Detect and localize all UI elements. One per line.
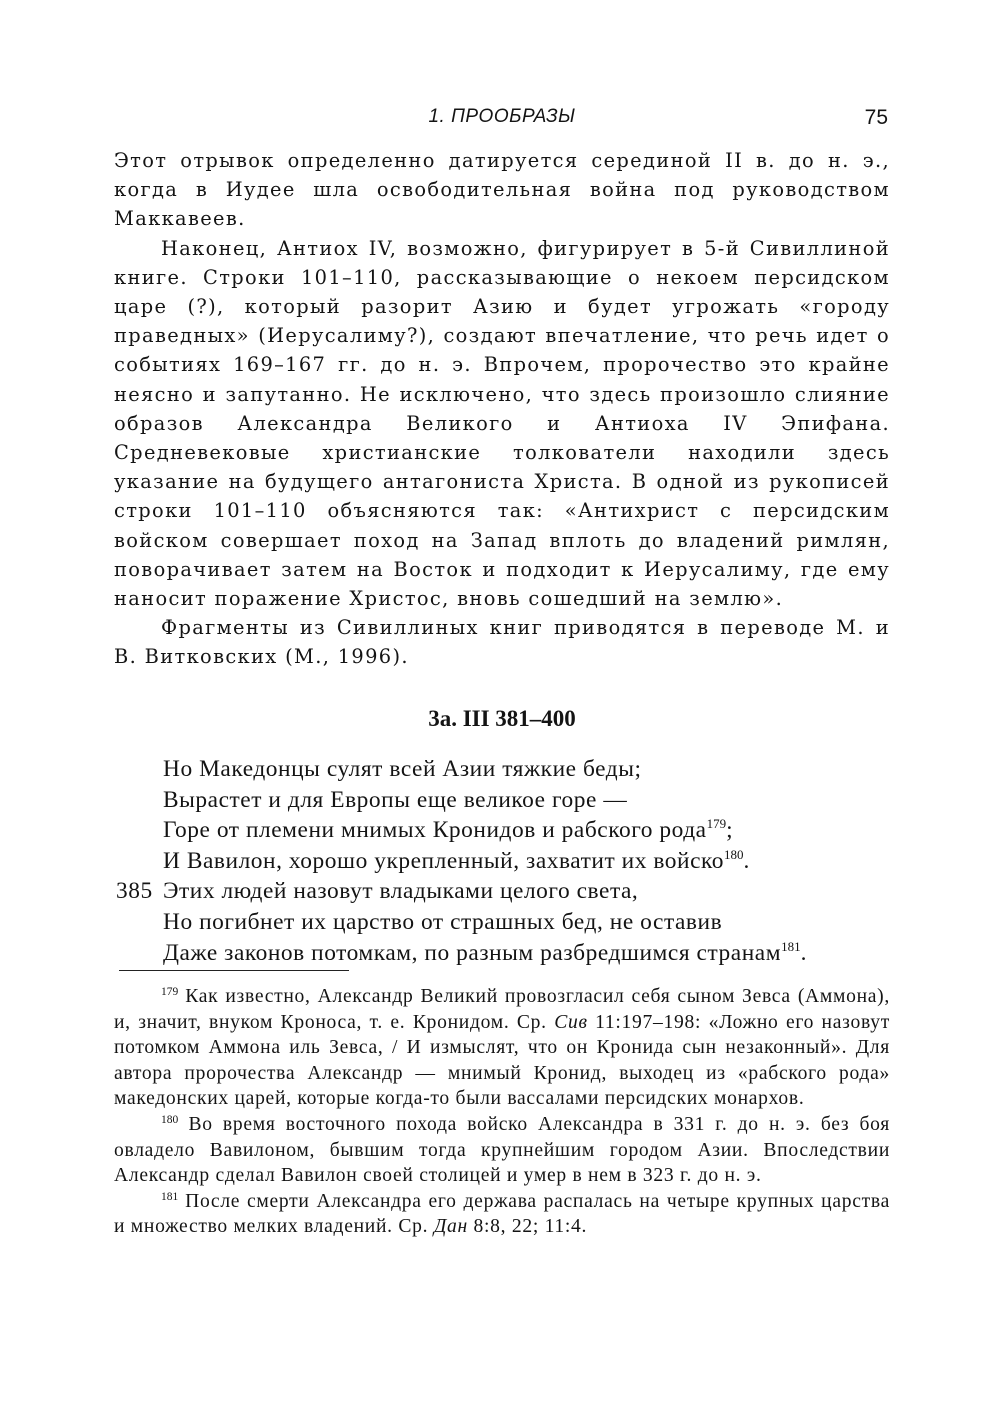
verse-line [114, 785, 904, 816]
section-heading: 3a. III 381–400 [428, 706, 576, 731]
footnote-reference[interactable]: 180 [723, 846, 744, 862]
footnote-reference[interactable]: 181 [781, 938, 801, 954]
footnote-number: 179 [161, 986, 179, 998]
paragraph: Этот отрывок определенно датируется серединой II в. до н. э., когда в Иудее шла освободительная война под руководством Маккавеев. [114, 149, 890, 231]
footnote [114, 1112, 890, 1189]
footnote [114, 984, 890, 1112]
footnote-text: 8:8, 22; 11:4. [467, 1216, 588, 1238]
citation-abbrev: Сив [554, 1011, 588, 1033]
footnote-text: Во время восточного похода войско Александра в 331 г. до н. э. без боя овладело Вавилоном, бывшим тогда крупнейшим городом Азии. Впоследствии Александр сделал Вавилон своей столицей и умер в нем в 323 г. до н. э. [114, 1113, 891, 1187]
citation-abbrev: Дан [433, 1216, 468, 1238]
footnotes [114, 984, 890, 1240]
verse-punctuation: . [800, 939, 807, 966]
verse-text: Вырастет и для Европы еще великое горе — [163, 786, 628, 813]
paragraph: Фрагменты из Сивиллиных книг приводятся в переводе М. и В. Витковских (М., 1996). [114, 616, 890, 669]
verse-text: Но Македонцы сулят всей Азии тяжкие беды; [163, 756, 642, 782]
line-number: 385 [116, 878, 153, 905]
footnote-number: 181 [161, 1190, 179, 1203]
verse-line [114, 815, 904, 846]
verse-text: Этих людей назовут владыками целого света, [163, 878, 639, 905]
verse-punctuation: . [743, 847, 750, 874]
paragraph: Наконец, Антиох IV, возможно, фигурирует в 5-й Сивиллиной книге. Строки 101–110, рассказывающие о некоем персидском царе (?), который разорит Азию и будет угрожать «городу праведных» (Иерусалиму?), создают впечатление, что речь идет о событиях 169–167 гг. до н. э. Впрочем, пророчество это крайне неясно и запутанно. Не исключено, что здесь произошло слияние образов Александра Великого и Антиоха IV Эпифана. Средневековые христианские толкователи находили здесь указание на будущего антагониста Христа. В одной из рукописей строки 101–110 объясняются так: «Антихрист с персидским войском совершает поход на Запад вплоть до владений римлян, поворачивает затем на Восток и подходит к Иерусалиму, где ему наносит поражение Христос, вновь сошедший на землю». [114, 236, 890, 611]
verse-line [114, 907, 904, 938]
footnote-text: 11:197–198: «Ложно его назовут потомком Аммона иль Зевса, / И измыслят, что он Кронида сын незаконный». Для автора пророчества Александр — мнимый Кронид, выходец из «рабского рода» македонских царей, которые когда-то были вассалами персидских монархов. [114, 1011, 890, 1110]
body-text [114, 146, 890, 672]
running-title: 1. ПРООБРАЗЫ [428, 106, 576, 127]
footnote-reference[interactable]: 179 [706, 816, 727, 832]
footnote-divider [119, 970, 349, 971]
verse-line [114, 938, 904, 969]
verse-text: Даже законов потомкам, по разным разбредшимся странам [163, 939, 782, 966]
verse-punctuation: ; [726, 817, 734, 844]
verse-line [114, 846, 904, 877]
footnote-text: После смерти Александра его держава распалась на четыре крупных царства и множество мелких владений. Ср. [114, 1190, 890, 1238]
poem [114, 754, 904, 968]
verse-text: Но погибнет их царство от страшных бед, не оставив [163, 908, 723, 935]
verse-text: И Вавилон, хорошо укрепленный, захватит их войско [163, 847, 724, 874]
verse-text: Горе от племени мнимых Кронидов и рабского рода [163, 817, 707, 844]
footnote [114, 1189, 890, 1240]
verse-line [114, 876, 904, 907]
footnote-text: Как известно, Александр Великий провозгласил себя сыном Зевса (Аммона), и, значит, внуком Кроноса, т. е. Кронидом. Ср. [114, 986, 890, 1033]
page-number: 75 [864, 106, 888, 129]
verse-line [114, 754, 904, 785]
page-header [114, 106, 890, 136]
footnote-number: 180 [161, 1113, 179, 1126]
